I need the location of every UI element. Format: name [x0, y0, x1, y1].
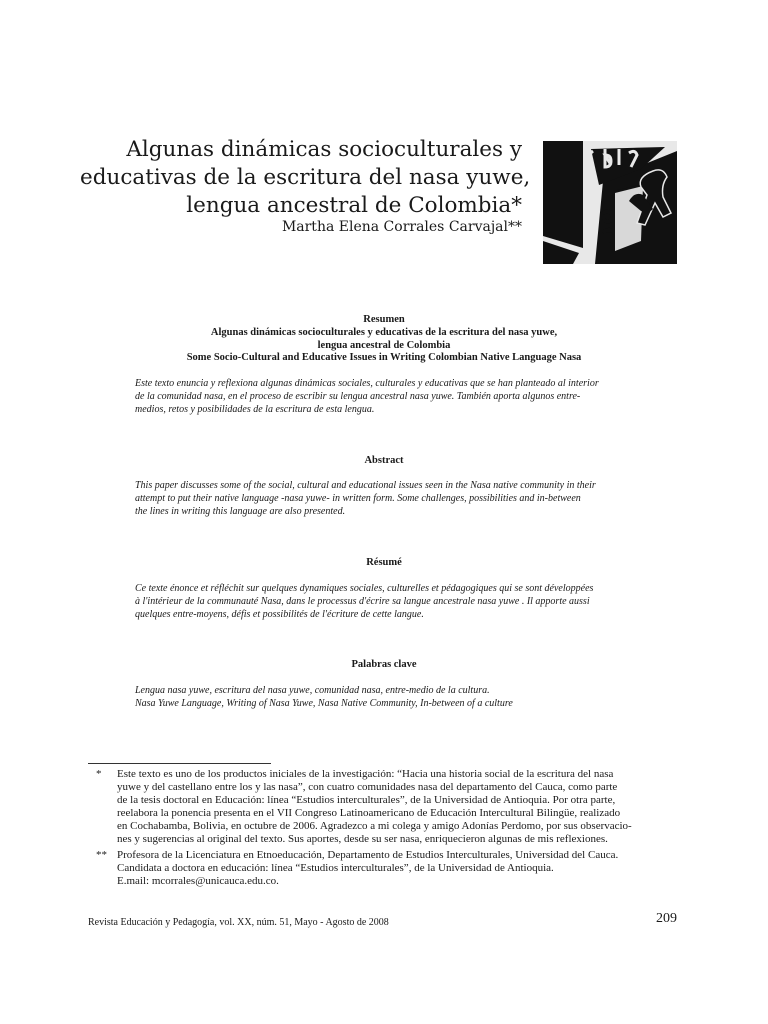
- resume-heading: Résumé: [366, 557, 402, 568]
- footnote-line: yuwe y del castellano entre los y las nasa”, con cuatro comunidades nasa del departamento del Cauca, como parte: [117, 781, 618, 793]
- resumen-title-line: lengua ancestral de Colombia: [317, 339, 451, 351]
- resumen-title-line: Algunas dinámicas socioculturales y educativas de la escritura del nasa yuwe,: [210, 327, 558, 338]
- footnote-line: en Cochabamba, Bolivia, en octubre de 2006. Agradezco a mi colega y amigo Adonías Perdomo, por sus observacio-: [117, 820, 632, 832]
- journal-citation: Revista Educación y Pedagogía, vol. XX, núm. 51, Mayo - Agosto de 2008: [88, 917, 389, 928]
- abstract-body-line: the lines in writing this language are also presented.: [135, 506, 346, 517]
- footnote-line: reelabora la ponencia presenta en el VII Congreso Latinoamericano de Educación Intercultural Bilingüe, realizado: [117, 807, 621, 819]
- footnote-line: Candidata a doctora en educación: línea “Estudios interculturales”, de la Universidad de Antioquia.: [117, 862, 554, 874]
- resumen-body-line: medios, retos y posibilidades de la escritura de esta lengua.: [135, 404, 375, 415]
- abstract-body: [135, 479, 643, 518]
- resumen-titles: [100, 327, 668, 365]
- footnote-line: Profesora de la Licenciatura en Etnoeducación, Departamento de Estudios Interculturales, Universidad del Cauca.: [117, 849, 619, 861]
- resumen-body-line: Este texto enuncia y reflexiona algunas dinámicas sociales, culturales y educativas que se han planteado al interior: [135, 378, 599, 389]
- footnote-line: Este texto es uno de los productos iniciales de la investigación: “Hacia una historia social de la escritura del nasa: [117, 768, 614, 780]
- abstract-heading: Abstract: [364, 455, 404, 466]
- footnote-mark: **: [96, 849, 107, 861]
- footnote-line: de la tesis doctoral en Educación: línea “Estudios interculturales”, de la Universidad de Antioquia. Por otra parte,: [117, 794, 616, 806]
- abstract-body-line: attempt to put their native language -nasa yuwe- in written form. Some challenges, possibilities and in-between: [135, 493, 581, 504]
- footnote-line: E.mail: mcorrales@unicauca.edu.co.: [117, 875, 279, 887]
- woodcut-illustration-icon: [543, 141, 677, 264]
- page-number: 209: [656, 911, 677, 926]
- keywords-line: Nasa Yuwe Language, Writing of Nasa Yuwe, Nasa Native Community, In-between of a culture: [135, 698, 513, 709]
- title-line: educativas de la escritura del nasa yuwe,: [80, 165, 531, 190]
- keywords-line: Lengua nasa yuwe, escritura del nasa yuwe, comunidad nasa, entre-medio de la cultura.: [135, 685, 490, 696]
- footnote-divider: [88, 763, 271, 764]
- resume-body-line: à l'intérieur de la communauté Nasa, dans le processus d'écrire sa langue ancestrale nasa yuwe . Il apporte aussi: [135, 596, 590, 607]
- abstract-body-line: This paper discusses some of the social, cultural and educational issues seen in the Nasa native community in their: [135, 480, 596, 491]
- resume-body: [135, 582, 643, 621]
- keywords-body: [135, 684, 643, 710]
- title-line: Algunas dinámicas socioculturales y: [126, 137, 522, 162]
- resume-body-line: Ce texte énonce et réfléchit sur quelques dynamiques sociales, culturelles et pédagogiques qui se sont développées: [135, 583, 594, 594]
- footnote-mark: *: [96, 768, 102, 780]
- woodcut-illustration: [543, 141, 677, 264]
- resumen-title-line: Some Socio-Cultural and Educative Issues in Writing Colombian Native Language Nasa: [186, 352, 582, 363]
- resumen-heading: Resumen: [363, 314, 405, 325]
- keywords-heading: Palabras clave: [351, 659, 417, 670]
- author-name: Martha Elena Corrales Carvajal**: [281, 219, 522, 235]
- article-title: [80, 136, 531, 220]
- footnote-text: [117, 768, 632, 846]
- title-line: lengua ancestral de Colombia*: [186, 193, 522, 218]
- resumen-body-line: de la comunidad nasa, en el proceso de escribir su lengua ancestral nasa yuwe. También aporta algunos entre-: [135, 391, 581, 402]
- footnote-text: [117, 849, 618, 888]
- resume-body-line: quelques entre-moyens, défis et possibilités de l'écriture de cette langue.: [135, 609, 424, 620]
- footnote-line: nes y sugerencias al original del texto. Sus aportes, desde su ser nasa, enriquecieron algunas de mis reflexiones.: [117, 833, 608, 845]
- resumen-body: [135, 377, 643, 416]
